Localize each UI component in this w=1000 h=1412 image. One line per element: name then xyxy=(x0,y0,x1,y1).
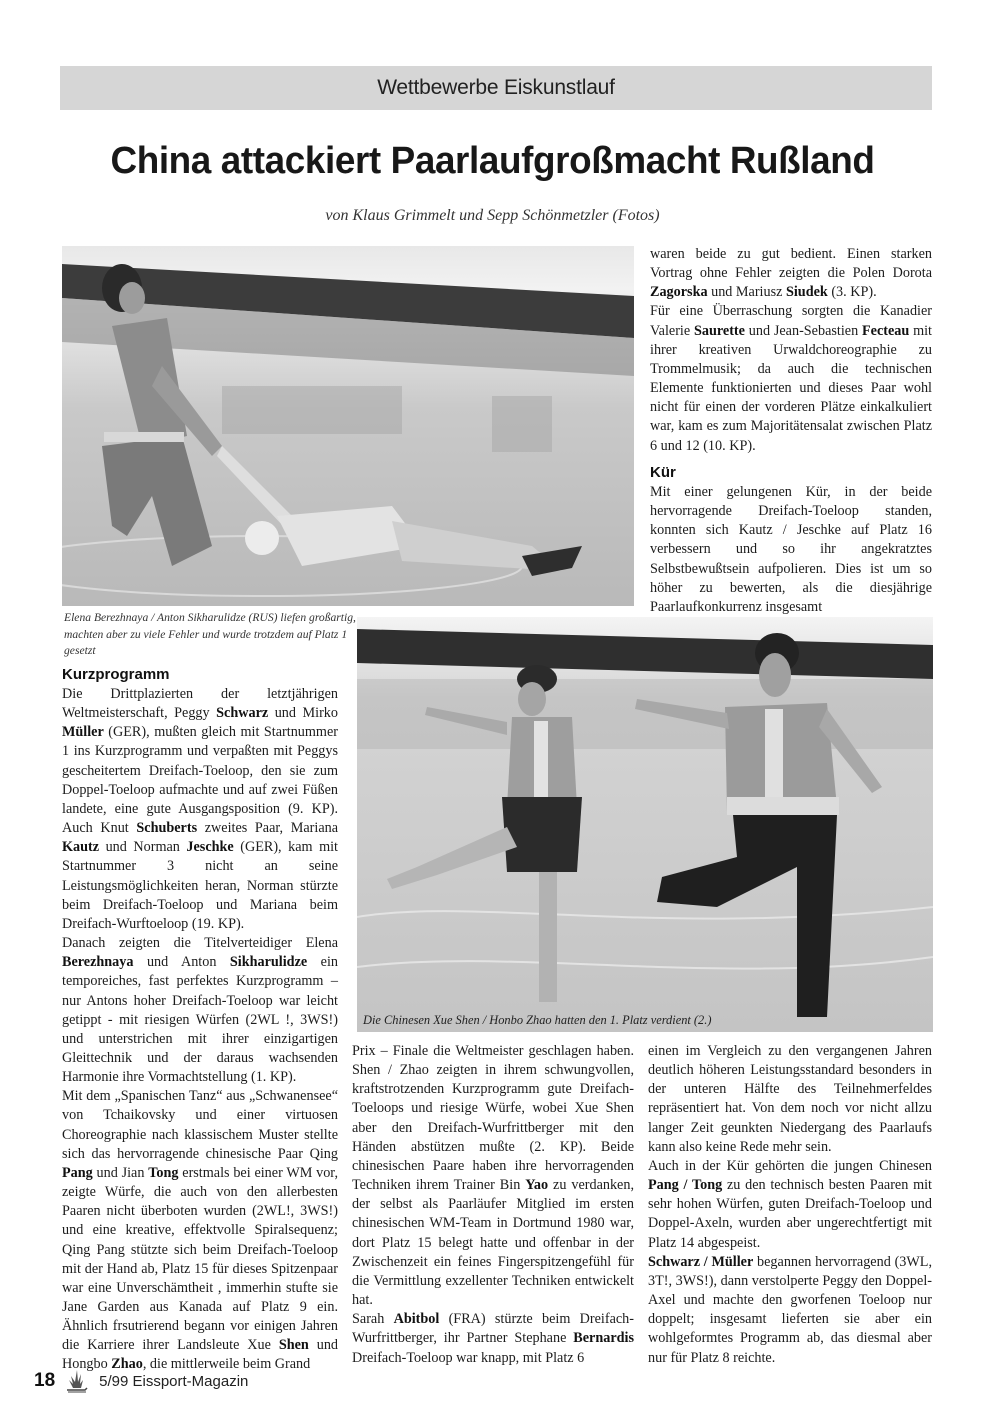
bold-name: Kautz xyxy=(62,839,100,856)
bold-name: Bernardis xyxy=(573,1330,634,1347)
bold-name: Jeschke xyxy=(186,839,234,856)
bold-name: Berezhnaya xyxy=(62,954,134,971)
bold-name: Schuberts xyxy=(136,820,198,837)
section-band xyxy=(60,66,932,110)
bold-name: Abitbol xyxy=(393,1311,440,1328)
bold-name: Schwarz xyxy=(216,705,269,722)
photo-caption: Die Chinesen Xue Shen / Honbo Zhao hatten den 1. Platz verdient (2.) xyxy=(363,1013,712,1027)
paragraph: Sarah Abitbol (FRA) stürzte beim Dreifach-Wurfrittberger, ihr Partner Stephane Bernardis Dreifach-Toeloop war knapp, mit Platz 6 xyxy=(352,1311,634,1366)
paragraph: Prix – Finale die Weltmeister geschlagen haben. Shen / Zhao zeigten in ihrem schwungvollen, kraftstrotzenden Kurzprogramm gute Dreifach-Toeloops und riesige Würfe, wobei Xue Shen aber den Dreifach-Wurfrittberger mit den Händen abstützen mußte (2. KP). Beide chinesischen Paare haben ihre hervorragenden Techniken ihrem Trainer Bin Yao zu verdanken, der selbst als Paarläufer Mitglied im ersten chinesischen WM-Team in Dortmund 1980 war, dort Platz 15 belegt hatte und offenbar in der Zwischenzeit ein feines Fingerspitzengefühl für die Vermittlung exzellenter Techniken entwickelt hat. xyxy=(352,1043,634,1309)
photo-pair-skating-death-spiral-icon xyxy=(62,246,634,606)
skate-wing-logo-icon xyxy=(65,1368,89,1394)
issue-label: 5/99 Eissport-Magazin xyxy=(99,1372,249,1390)
paragraph: einen im Vergleich zu den vergangenen Jahren deutlich höheren Leistungsstandard besonders in der unteren Hälfte des Teilnehmerfeldes repräsentiert hat. Von dem noch vor nicht allzu langer Zeit geunkten Niedergang des Paarlaufs kann also keine Rede mehr sein. xyxy=(648,1043,932,1155)
paragraph-group xyxy=(650,483,932,617)
photo-pair-skating-spiral-icon xyxy=(357,617,933,1032)
paragraph-group xyxy=(62,685,338,1375)
bold-name: Pang / Tong xyxy=(648,1177,723,1194)
article-column-middle xyxy=(352,1042,634,1368)
article-column-top-right xyxy=(650,245,932,456)
bold-name: Shen xyxy=(278,1337,309,1354)
byline: von Klaus Grimmelt und Sepp Schönmetzler (Fotos) xyxy=(325,207,660,224)
bold-name: Zhao xyxy=(111,1356,143,1373)
article-column-right xyxy=(648,1042,932,1368)
paragraph: Schwarz / Müller begannen hervorragend (3WL, 3T!, 3WS!), dann verstolperte Peggy den Doppel-Axel und machte den gworfenen Toeloop nur doppelt; insgesamt lieferten sie aber ein wohlgeformtes Programm ab, das diesmal aber nur für Platz 8 reichte. xyxy=(648,1253,932,1366)
paragraph: Danach zeigten die Titelverteidiger Elena Berezhnaya und Anton Sikharulidze ein temporeiches, fast perfektes Kurzprogramm – nur Antons hoher Dreifach-Toeloop war leicht getippt - mit riesigen Würfen (2WL !, 3WS!) und unterstrichen mit ihrer einzigartigen Gleittechnik und der daraus wachsenden Harmonie ihre Vormachtstellung (1. KP). xyxy=(62,935,338,1086)
bold-name: Zagorska xyxy=(650,284,708,301)
bold-name: Müller xyxy=(62,724,104,741)
paragraph-group xyxy=(352,1042,634,1368)
bold-name: Yao xyxy=(525,1177,549,1194)
bold-name: Fecteau xyxy=(861,322,910,339)
paragraph-group xyxy=(648,1042,932,1368)
page-footer xyxy=(34,1368,248,1394)
bold-name: Sikharulidze xyxy=(229,954,308,971)
photo-berezhnaya-sikharulidze xyxy=(62,246,634,606)
paragraph: Für eine Überraschung sorgten die Kanadier Valerie Saurette und Jean-Sebastien Fecteau mit ihrer kreativen Urwaldchoreographie zu Trommelmusik; da auch die technischen Elemente funktionierten und dieses Paar wohl nicht für einen der vorderen Plätze einkalkuliert war, kam es zum Majoritätensalat zwischen Platz 6 und 12 (10. KP). xyxy=(650,303,932,454)
bold-name: Siudek xyxy=(785,284,828,301)
bold-name: Saurette xyxy=(693,322,745,339)
paragraph: Mit einer gelungenen Kür, in der beide hervorragende Dreifach-Toeloop standen, konnten sich Kautz / Jeschke auf Platz 16 verbessern und so ihr angekratztes Selbstbewußtsein aufpolieren. Dies ist um so höher zu bewerten, als die diesjährige Paarlaufkonkurrenz insgesamt xyxy=(650,484,932,615)
article-headline: China attackiert Paarlaufgroßmacht Rußland xyxy=(110,140,875,182)
photo-shen-zhao xyxy=(357,617,933,1032)
bold-name: Tong xyxy=(148,1164,179,1181)
paragraph: Die Drittplazierten der letztjährigen Weltmeisterschaft, Peggy Schwarz und Mirko Müller (GER), mußten gleich mit Startnummer 1 ins Kurzprogramm und verpaßten mit Peggys gescheitertem Dreifach-Toeloop, den sie zum Doppel-Toeloop aufmachte und auf zwei Füßen landete, eine gute Ausgangsposition (9. KP). Auch Knut Schuberts zweites Paar, Mariana Kautz und Norman Jeschke (GER), kam mit Startnummer 3 nicht an seine Leistungsmöglichkeiten heran, Norman stürzte beim Dreifach-Toeloop und Mariana beim Dreifach-Wurftoeloop (19. KP). xyxy=(62,686,339,932)
bold-name: Schwarz / Müller xyxy=(648,1253,754,1270)
photo-caption: Elena Berezhnaya / Anton Sikharulidze (RUS) liefen großartig, machten aber zu viele Fehler und wurde trotzdem auf Platz 1 gesetzt xyxy=(64,611,356,657)
bold-name: Pang xyxy=(62,1164,93,1181)
page-number: 18 xyxy=(34,1370,56,1391)
section-title: Wettbewerbe Eiskunstlauf xyxy=(377,76,615,99)
article-column-left xyxy=(62,665,338,1375)
paragraph-group xyxy=(650,245,932,456)
paragraph: waren beide zu gut bedient. Einen starken Vortrag ohne Fehler zeigten die Polen Dorota Zagorska und Mariusz Siudek (3. KP). xyxy=(650,246,932,301)
paragraph: Auch in der Kür gehörten die jungen Chinesen Pang / Tong zu den technisch besten Paaren mit sehr hohen Würfen, guten Dreifach-Toeloop und Doppel-Axeln, wurden aber ungerechtfertigt mit Platz 14 abgespeist. xyxy=(648,1157,933,1251)
subhead-kuer: Kür xyxy=(650,464,676,481)
subhead-kurzprogramm: Kurzprogramm xyxy=(62,666,170,683)
article-column-kuer xyxy=(650,463,932,617)
paragraph: Mit dem „Spanischen Tanz“ aus „Schwanensee“ von Tchaikovsky und einer virtuosen Choreographie nach klassischem Muster stellte sich das hervorragende chinesische Paar Qing Pang und Jian Tong erstmals bei einer WM vor, zeigte Würfe, die auch von den allerbesten Paaren nicht überboten wurden (2WL!, 3WS!) und eine kreative, effektvolle Spiralsequenz; Qing Pang stützte sich beim Dreifach-Toeloop mit der Hand ab, Platz 15 für dieses Spitzenpaar war eine Unverschämtheit , immerhin stufte sie Jane Garden aus Kanada auf Platz 9 ein. Ähnlich frsutrierend begann vor einigen Jahren die Karriere ihrer Landsleute Xue Shen und Hongbo Zhao, die mittlerweile beim Grand xyxy=(62,1088,339,1373)
